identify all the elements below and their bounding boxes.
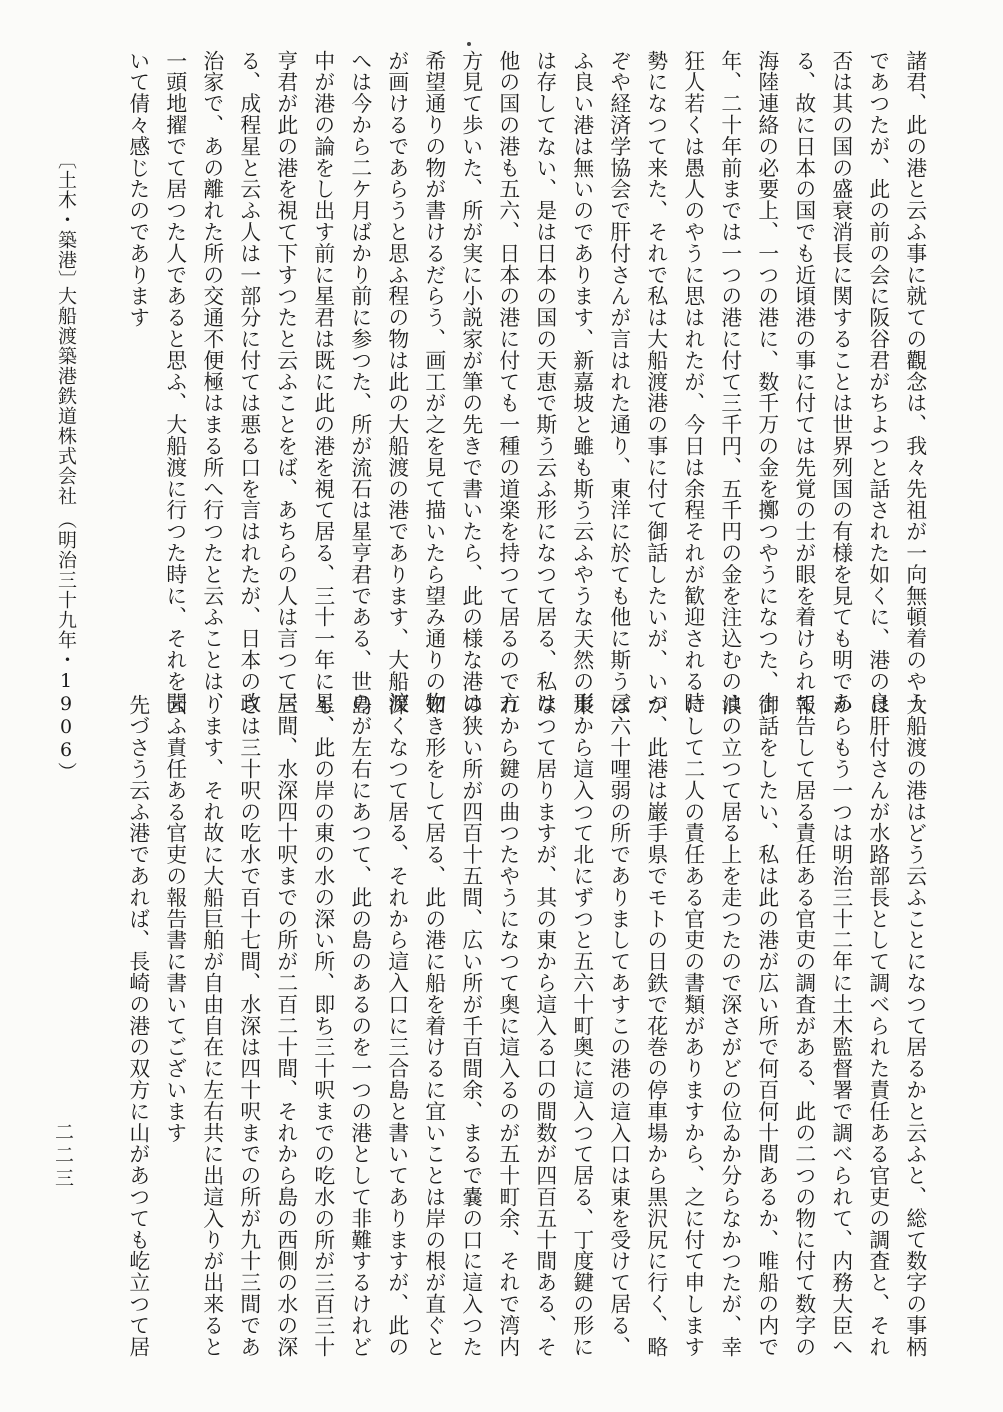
text-column: なつて居りますが、其の東から這入る口の間数が四百五十間ある、そ (532, 694, 557, 1358)
text-column: ふ良い港は無いのであります、新嘉坡と雖も斯う云ふやうな天然の形 (569, 50, 594, 714)
text-column: 御話をしたい、私は此の港が広い所で何百何十間あるか、唯船の内で (754, 694, 779, 1358)
text-column: 他の国の港も五六、日本の港に付ても一種の道楽を持つて居るので方 (495, 50, 520, 714)
text-column: 如き形をして居る、此の港に船を着けるに宜いことは岸の根が直ぐと (421, 694, 446, 1358)
text-column: 東から這入つて北にずつと五六十町奥に這入つて居る、丁度鍵の形に (569, 694, 594, 1358)
text-column: る、故に日本の国でも近頃港の事に付ては先覚の士が眼を着けられて (791, 50, 816, 714)
text-column: 一頭地擢でて居つた人であると思ふ、大船渡に行つた時に、それを聞 (162, 50, 187, 714)
text-column: 海陸連絡の必要上、一つの港に、数千万の金を擲つやうになつた、十 (754, 50, 779, 714)
text-column: さは三十呎の吃水で百十七間、水深は四十呎までの所が九十三間であ (236, 694, 261, 1358)
text-column: の狭い所が四百十五間、広い所が千百間余、まるで嚢の口に這入つた (458, 694, 483, 1358)
text-column: からもう一つは明治三十二年に土木監督署で調べられて、内務大臣へ (828, 694, 853, 1358)
text-column: ぞや経済学協会で肝付さんが言はれた通り、東洋に於ても他に斯う云 (606, 50, 631, 714)
text-column: る、成程星と云ふ人は一部分に付ては悪る口を言はれたが、日本の政 (236, 50, 261, 714)
text-column: は肝付さんが水路部長として調べられた責任ある官吏の調査と、それ (865, 694, 890, 1358)
text-column: ぼ六十哩弱の所でありましてあすこの港の這入口は東を受けて居る、 (606, 694, 631, 1358)
text-column: 浪の立つて居る上を走つたので深さがどの位ゐか分らなかつたが、幸 (717, 694, 742, 1358)
text-column: 年、二十年前までは一つの港に付て三千円、五千円の金を注込むのは (717, 50, 742, 714)
text-column: ります、それ故に大船巨舶が自由自在に左右共に出這入りが出来ると (199, 694, 224, 1358)
text-column: 希望通りの物が書けるだらう、画工が之を見て描いたら望み通りの物 (421, 50, 446, 714)
category-label: 〔土木・築港〕 (55, 150, 77, 290)
text-column: いて倩々感じたのであります (125, 50, 150, 329)
company-name: 大船渡築港鉄道株式会社 (55, 286, 77, 506)
text-column: 亨君が此の港を視て下すつたと云ふことをば、あちらの人は言つて居 (273, 50, 298, 714)
text-column: が、此港は巌手県でモトの日鉄で花巻の停車場から黒沢尻に行く、略 (643, 694, 668, 1358)
text-column: であつたが、此の前の会に阪谷君がちよつと話された如くに、港の良 (865, 50, 890, 714)
text-column: 否は其の国の盛衰消長に関することは世界列国の有様を見ても明であ (828, 50, 853, 714)
text-column: 諸君、此の港と云ふ事に就ての觀念は、我々先祖が一向無頓着のやう (902, 50, 927, 714)
text-column: が画けるであらうと思ふ程の物は此の大船渡の港であります、大船渡 (384, 50, 409, 714)
text-column: へは今から二ケ月ばかり前に参つた、所が流石は星亨君である、世の (347, 50, 372, 714)
text-column: 大船渡の港はどう云ふことになつて居るかと云ふと、総て数字の事柄 (902, 694, 927, 1358)
text-column: 狂人若くは愚人のやうに思はれたが、今日は余程それが歓迎される時 (680, 50, 705, 714)
text-column: 勢になつて来た、それで私は大船渡港の事に付て御話したいが、いつ (643, 50, 668, 714)
ink-dot (467, 42, 471, 46)
text-column: れから鍵の曲つたやうになつて奥に這入るのが五十町余、それで湾内 (495, 694, 520, 1358)
text-column: 中が港の論をし出す前に星君は既に此の港を視て居る、三十一年に星 (310, 50, 335, 714)
text-column: 三間、水深四十呎までの所が二百二十間、それから島の西側の水の深 (273, 694, 298, 1358)
text-column: 方見て歩いた、所が実に小説家が筆の先きで書いたら、此の様な港は (458, 50, 483, 714)
text-column: 先づさう云ふ港であれば、長崎の港の双方に山があつても屹立つて居 (125, 694, 150, 1358)
text-column: 深くなつて居る、それから這入口に三合島と書いてありますが、此の (384, 694, 409, 1358)
date-label: （明治三十九年・1906） (55, 510, 77, 782)
text-column: は存してない、是は日本の国の天恵で斯う云ふ形になつて居る、私は (532, 50, 557, 714)
text-column: にして二人の責任ある官吏の書類がありますから、之に付て申します (680, 694, 705, 1358)
page-number: 二二三 (52, 1122, 74, 1191)
text-column: 島が左右にあつて、此の島のあるのを一つの港として非難するけれど (347, 694, 372, 1358)
text-column: 報告して居る責任ある官吏の調査がある、此の二つの物に付て数字の (791, 694, 816, 1358)
text-column: も、此の岸の東の水の深い所、即ち三十呎までの吃水の所が三百三十 (310, 694, 335, 1358)
text-column: 治家で、あの離れた所の交通不便極はまる所へ行つたと云ふことは、 (199, 50, 224, 714)
text-column: 云ふ責任ある官吏の報告書に書いてございます (162, 694, 187, 1144)
